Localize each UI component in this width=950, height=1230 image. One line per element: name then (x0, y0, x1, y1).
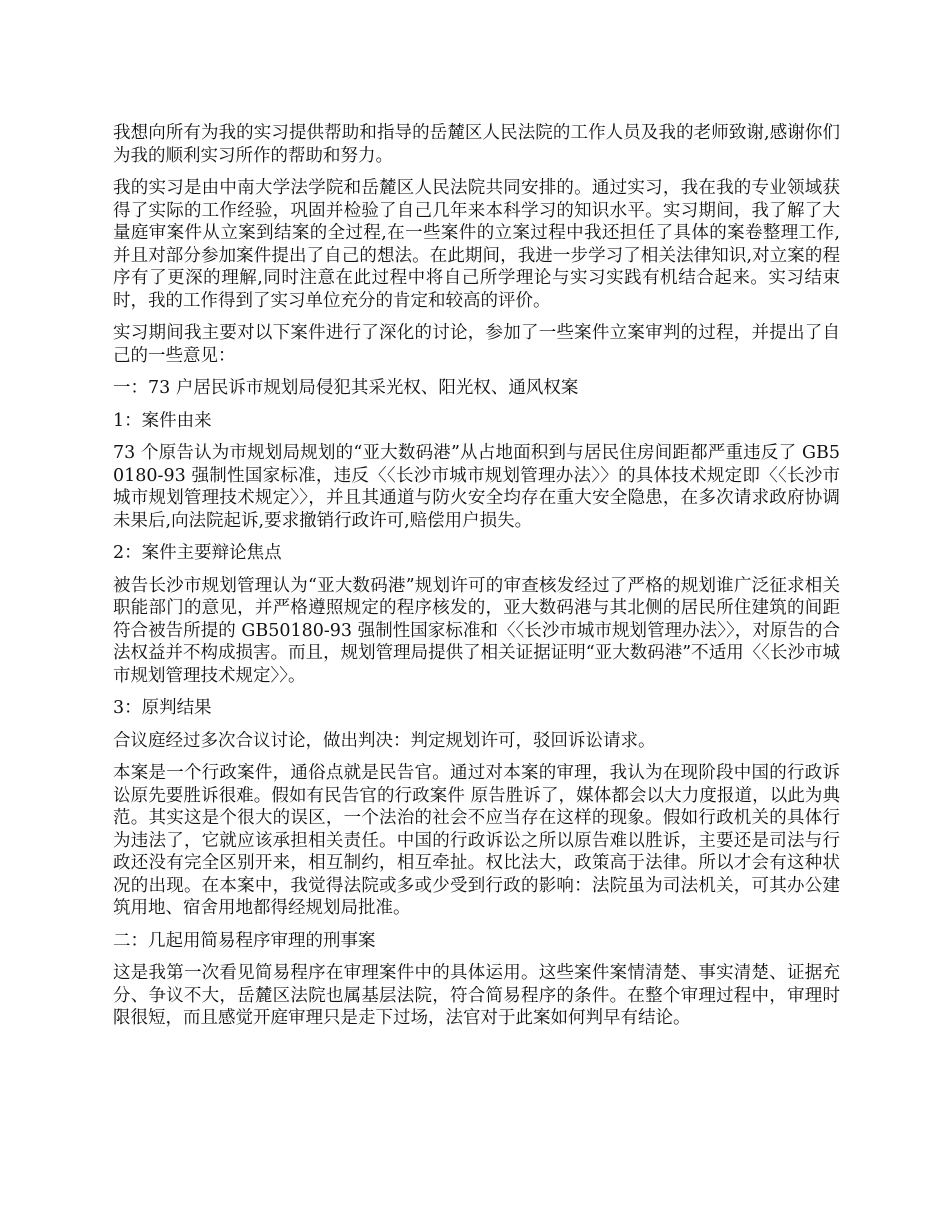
paragraph-debate-focus: 被告长沙市规划管理认为“亚大数码港”规划许可的审查核发经过了严格的规划谁广泛征求相关职能部门的意见，并严格遵照规定的程序核发的，亚大数码港与其北侧的居民所住建筑的间距符合被告所提的 GB50180-93 强制性国家标准和〈〈长沙市城市规划管理办法〉〉，对原告的合法权益并不构成损害。而且，规划管理局提供了相关证据证明“亚大数码港”不适用〈〈长沙市城市规划管理技术规定〉〉。 (113, 575, 840, 686)
paragraph-internship-overview: 我的实习是由中南大学法学院和岳麓区人民法院共同安排的。通过实习，我在我的专业领域获得了实际的工作经验，巩固并检验了自己几年来本科学习的知识水平。实习期间，我了解了大量庭审案件从立案到结案的全过程,在一些案件的立案过程中我还担任了具体的案卷整理工作,并且对部分参加案件提出了自己的想法。在此期间，我进一步学习了相关法律知识,对立案的程序有了更深的理解,同时注意在此过程中将自己所学理论与实习实践有机结合起来。实习结束时，我的工作得到了实习单位充分的肯定和较高的评价。 (113, 178, 840, 311)
paragraph-case-discussion-intro: 实习期间我主要对以下案件进行了深化的讨论，参加了一些案件立案审判的过程，并提出了自己的一些意见： (113, 323, 840, 366)
subheading-original-judgment: 3：原判结果 (113, 698, 212, 718)
paragraph-analysis: 本案是一个行政案件，通俗点就是民告官。通过对本案的审理，我认为在现阶段中国的行政诉讼原先要胜诉很难。假如有民告官的行政案件 原告胜诉了，媒体都会以大力度报道，以此为典范。其实这是个很大的误区，一个法治的社会不应当存在这样的现象。假如行政机关的具体行为违法了，它就应该承担相关责任。中国的行政诉讼之所以原告难以胜诉，主要还是司法与行政还没有完全区别开来，相互制约，相互牵扯。权比法大，政策高于法律。所以才会有这种状况的出现。在本案中，我觉得法院或多或少受到行政的影响：法院虽为司法机关，可其办公建筑用地、宿舍用地都得经规划局批准。 (113, 763, 840, 918)
document-body (113, 122, 840, 1040)
paragraph-acknowledgement: 我想向所有为我的实习提供帮助和指导的岳麓区人民法院的工作人员及我的老师致谢,感谢你们为我的顺利实习所作的帮助和努力。 (113, 123, 840, 166)
subheading-case-origin: 1：案件由来 (113, 410, 212, 431)
section-heading-criminal-cases: 二：几起用简易程序审理的刑事案 (113, 930, 376, 951)
paragraph-original-judgment: 合议庭经过多次合议讨论，做出判决：判定规划许可，驳回诉讼请求。 (113, 730, 656, 751)
paragraph-simplified-procedure: 这是我第一次看见简易程序在审理案件中的具体运用。这些案件案情清楚、事实清楚、证据充分、争议不大，岳麓区法院也属基层法院，符合简易程序的条件。在整个审理过程中，审理时限很短，而且感觉开庭审理只是走下过场，法官对于此案如何判早有结论。 (113, 963, 840, 1028)
subheading-debate-focus: 2：案件主要辩论焦点 (113, 543, 282, 563)
section-heading-case-one: 一：73 户居民诉市规划局侵犯其采光权、阳光权、通风权案 (113, 378, 579, 398)
paragraph-case-origin: 73 个原告认为市规划局规划的“亚大数码港”从占地面积到与居民住房间距都严重违反了 GB50180-93 强制性国家标准，违反〈〈长沙市城市规划管理办法〉〉的具体技术规定即〈〈长沙市城市规划管理技术规定〉〉，并且其通道与防火安全均存在重大安全隐患，在多次请求政府协调未果后,向法院起诉,要求撤销行政许可,赔偿用户损失。 (113, 443, 840, 531)
